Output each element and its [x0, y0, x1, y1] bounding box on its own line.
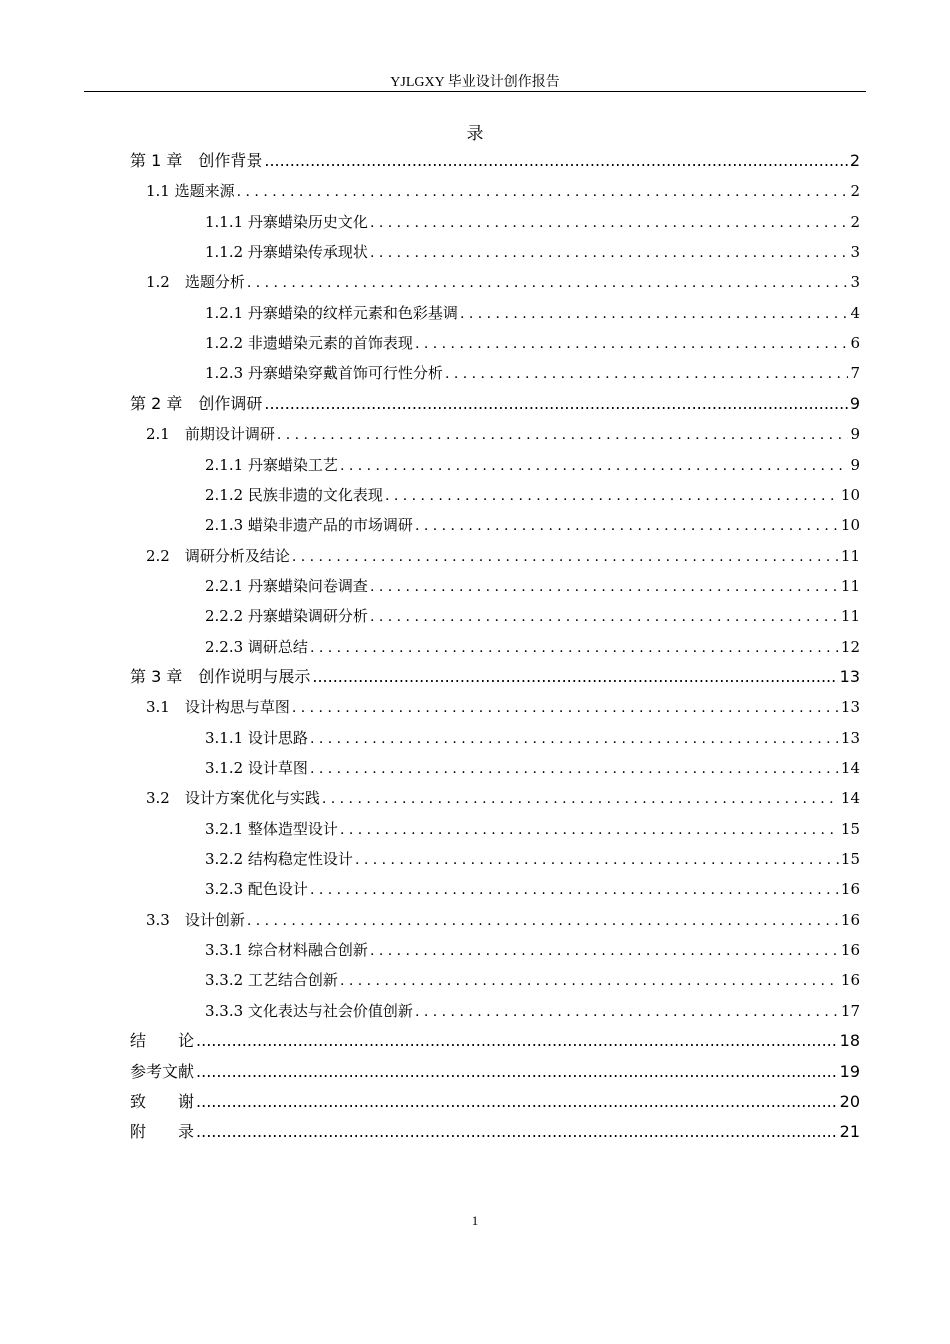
toc-entry-label: 致 谢 — [130, 1091, 195, 1111]
toc-entry-label: 2.2 调研分析及结论 — [146, 546, 290, 565]
toc-entry-page: 2 — [850, 182, 860, 201]
toc-entry-label: 3.2.3 配色设计 — [205, 880, 308, 899]
toc-entry-label: 1.2.3 丹寨蜡染穿戴首饰可行性分析 — [205, 364, 443, 383]
toc-entry[interactable] — [130, 1057, 860, 1087]
toc-entry-label: 3.2.1 整体造型设计 — [205, 819, 338, 838]
dot-leader — [237, 177, 849, 207]
toc-entry[interactable] — [130, 662, 860, 692]
dot-leader — [415, 329, 849, 359]
toc-entry-label: 参考文献 — [130, 1061, 195, 1081]
toc-entry-page: 15 — [840, 850, 860, 869]
toc-entry-label: 第 2 章 创作调研 — [130, 393, 263, 413]
dot-leader — [196, 1087, 838, 1117]
toc-entry-label: 第 1 章 创作背景 — [130, 151, 263, 170]
dot-leader — [247, 268, 849, 298]
toc-entry-label: 2.1 前期设计调研 — [146, 425, 275, 444]
dot-leader — [370, 238, 849, 268]
toc-entry-label: 2.2.3 调研总结 — [205, 637, 308, 656]
toc-entry[interactable] — [205, 328, 860, 358]
toc-entry[interactable] — [205, 601, 860, 631]
toc-entry[interactable] — [205, 237, 860, 267]
dot-leader — [445, 359, 849, 389]
toc-entry-page: 9 — [850, 425, 860, 444]
toc-entry-page: 4 — [850, 303, 860, 322]
toc-entry-label: 2.1.1 丹寨蜡染工艺 — [205, 455, 338, 474]
toc-entry-page: 21 — [839, 1122, 860, 1142]
toc-entry[interactable] — [130, 1117, 860, 1147]
toc-entry-page: 13 — [840, 698, 860, 717]
toc-entry[interactable] — [146, 267, 860, 297]
toc-entry[interactable] — [205, 450, 860, 480]
toc-entry[interactable] — [205, 358, 860, 388]
toc-entry-label: 第 3 章 创作说明与展示 — [130, 666, 311, 686]
toc-entry-page: 9 — [849, 393, 860, 413]
toc-entry-label: 1.1.2 丹寨蜡染传承现状 — [205, 243, 368, 262]
dot-leader — [196, 1057, 838, 1087]
toc-entry[interactable] — [205, 814, 860, 844]
toc-entry-page: 11 — [840, 607, 860, 626]
toc-entry-page: 17 — [840, 1001, 860, 1020]
toc-entry-label: 3.2 设计方案优化与实践 — [146, 789, 320, 808]
toc-entry[interactable] — [205, 996, 860, 1026]
dot-leader — [370, 208, 849, 238]
dot-leader — [415, 997, 839, 1027]
toc-entry-page: 3 — [850, 243, 860, 262]
toc-entry[interactable] — [205, 207, 860, 237]
toc-entry-page: 15 — [840, 819, 860, 838]
dot-leader — [292, 693, 839, 723]
dot-leader — [292, 542, 839, 572]
toc-entry-page: 6 — [850, 334, 860, 353]
toc-entry-label: 3.3 设计创新 — [146, 910, 245, 929]
toc-entry-label: 3.3.3 文化表达与社会价值创新 — [205, 1001, 413, 1020]
toc-entry[interactable] — [130, 146, 860, 176]
dot-leader — [196, 1117, 838, 1147]
dot-leader — [277, 420, 849, 450]
toc-entry-label: 1.2.1 丹寨蜡染的纹样元素和色彩基调 — [205, 303, 458, 322]
toc-entry-page: 10 — [840, 485, 860, 504]
toc-entry-page: 18 — [839, 1031, 860, 1051]
toc-entry-page: 9 — [850, 455, 860, 474]
toc-entry-page: 10 — [840, 516, 860, 535]
toc-entry-page: 7 — [850, 364, 860, 383]
toc-entry[interactable] — [205, 510, 860, 540]
toc-entry-page: 12 — [840, 637, 860, 656]
toc-entry-label: 2.1.2 民族非遗的文化表现 — [205, 485, 383, 504]
toc-entry[interactable] — [146, 905, 860, 935]
toc-entry-page: 16 — [840, 910, 860, 929]
dot-leader — [415, 511, 839, 541]
toc-entry[interactable] — [205, 935, 860, 965]
toc-entry[interactable] — [205, 723, 860, 753]
dot-leader — [264, 389, 847, 419]
dot-leader — [340, 966, 839, 996]
toc-entry-label: 1.1 选题来源 — [146, 182, 235, 201]
dot-leader — [310, 724, 839, 754]
dot-leader — [340, 451, 849, 481]
toc-entry-page: 20 — [839, 1091, 860, 1111]
toc-entry-label: 1.2 选题分析 — [146, 273, 245, 292]
toc-entry[interactable] — [146, 692, 860, 722]
toc-entry[interactable] — [146, 783, 860, 813]
toc-entry-page: 14 — [840, 759, 860, 777]
toc-entry-page: 14 — [840, 789, 860, 808]
toc-entry-page: 19 — [839, 1061, 860, 1081]
toc-entry[interactable] — [205, 632, 860, 662]
toc-entry-page: 16 — [840, 971, 860, 990]
toc-entry[interactable] — [205, 965, 860, 995]
dot-leader — [312, 662, 837, 692]
toc-entry-page: 11 — [840, 576, 860, 595]
dot-leader — [355, 845, 839, 875]
toc-entry-page: 2 — [850, 212, 860, 231]
toc-entry-label: 结 论 — [130, 1031, 195, 1051]
toc-entry[interactable] — [205, 571, 860, 601]
toc-entry-page: 2 — [849, 151, 860, 170]
toc-entry-label: 2.2.1 丹寨蜡染问卷调查 — [205, 576, 368, 595]
toc-entry[interactable] — [130, 389, 860, 419]
toc-entry-page: 16 — [840, 941, 860, 960]
toc-entry[interactable] — [205, 874, 860, 904]
page-number: 1 — [471, 1213, 479, 1228]
toc-entry[interactable] — [205, 480, 860, 510]
toc-entry[interactable] — [205, 298, 860, 328]
dot-leader — [322, 784, 839, 814]
toc-entry[interactable] — [130, 1026, 860, 1056]
toc-entry[interactable] — [146, 176, 860, 206]
dot-leader — [310, 633, 839, 663]
dot-leader — [460, 299, 849, 329]
toc-entry-label: 3.1.2 设计草图 — [205, 759, 308, 777]
dot-leader — [310, 754, 839, 784]
toc-entry[interactable] — [146, 541, 860, 571]
dot-leader — [340, 815, 839, 845]
dot-leader — [310, 875, 839, 905]
dot-leader — [385, 481, 839, 511]
toc-entry-label: 2.1.3 蜡染非遗产品的市场调研 — [205, 516, 413, 535]
toc-entry-label: 1.2.2 非遗蜡染元素的首饰表现 — [205, 334, 413, 353]
dot-leader — [370, 936, 839, 966]
toc-entry-page: 13 — [839, 666, 860, 686]
header-rule — [84, 91, 866, 92]
toc-entry[interactable] — [146, 419, 860, 449]
dot-leader — [370, 572, 839, 602]
toc-entry-page: 3 — [850, 273, 860, 292]
toc-entry-label: 附 录 — [130, 1122, 195, 1142]
toc-entry-label: 1.1.1 丹寨蜡染历史文化 — [205, 212, 368, 231]
dot-leader — [247, 906, 839, 936]
toc-entry-label: 3.1 设计构思与草图 — [146, 698, 290, 717]
toc-entry-label: 3.3.2 工艺结合创新 — [205, 971, 338, 990]
toc-title: 录 — [466, 124, 484, 144]
page-header: YJLGXY 毕业设计创作报告 — [390, 75, 560, 90]
toc-entry-label: 3.3.1 综合材料融合创新 — [205, 941, 368, 960]
dot-leader — [196, 1026, 838, 1056]
toc-entry-label: 3.2.2 结构稳定性设计 — [205, 850, 353, 869]
toc-entry[interactable] — [130, 1087, 860, 1117]
dot-leader — [370, 602, 839, 632]
toc-entry-label: 3.1.1 设计思路 — [205, 728, 308, 747]
toc-entry-page: 13 — [840, 728, 860, 747]
toc-entry-page: 11 — [840, 546, 860, 565]
toc-entry[interactable] — [205, 844, 860, 874]
dot-leader — [264, 146, 847, 176]
toc-entry-label: 2.2.2 丹寨蜡染调研分析 — [205, 607, 368, 626]
toc-entry-page: 16 — [840, 880, 860, 899]
toc-entry[interactable] — [205, 753, 860, 783]
